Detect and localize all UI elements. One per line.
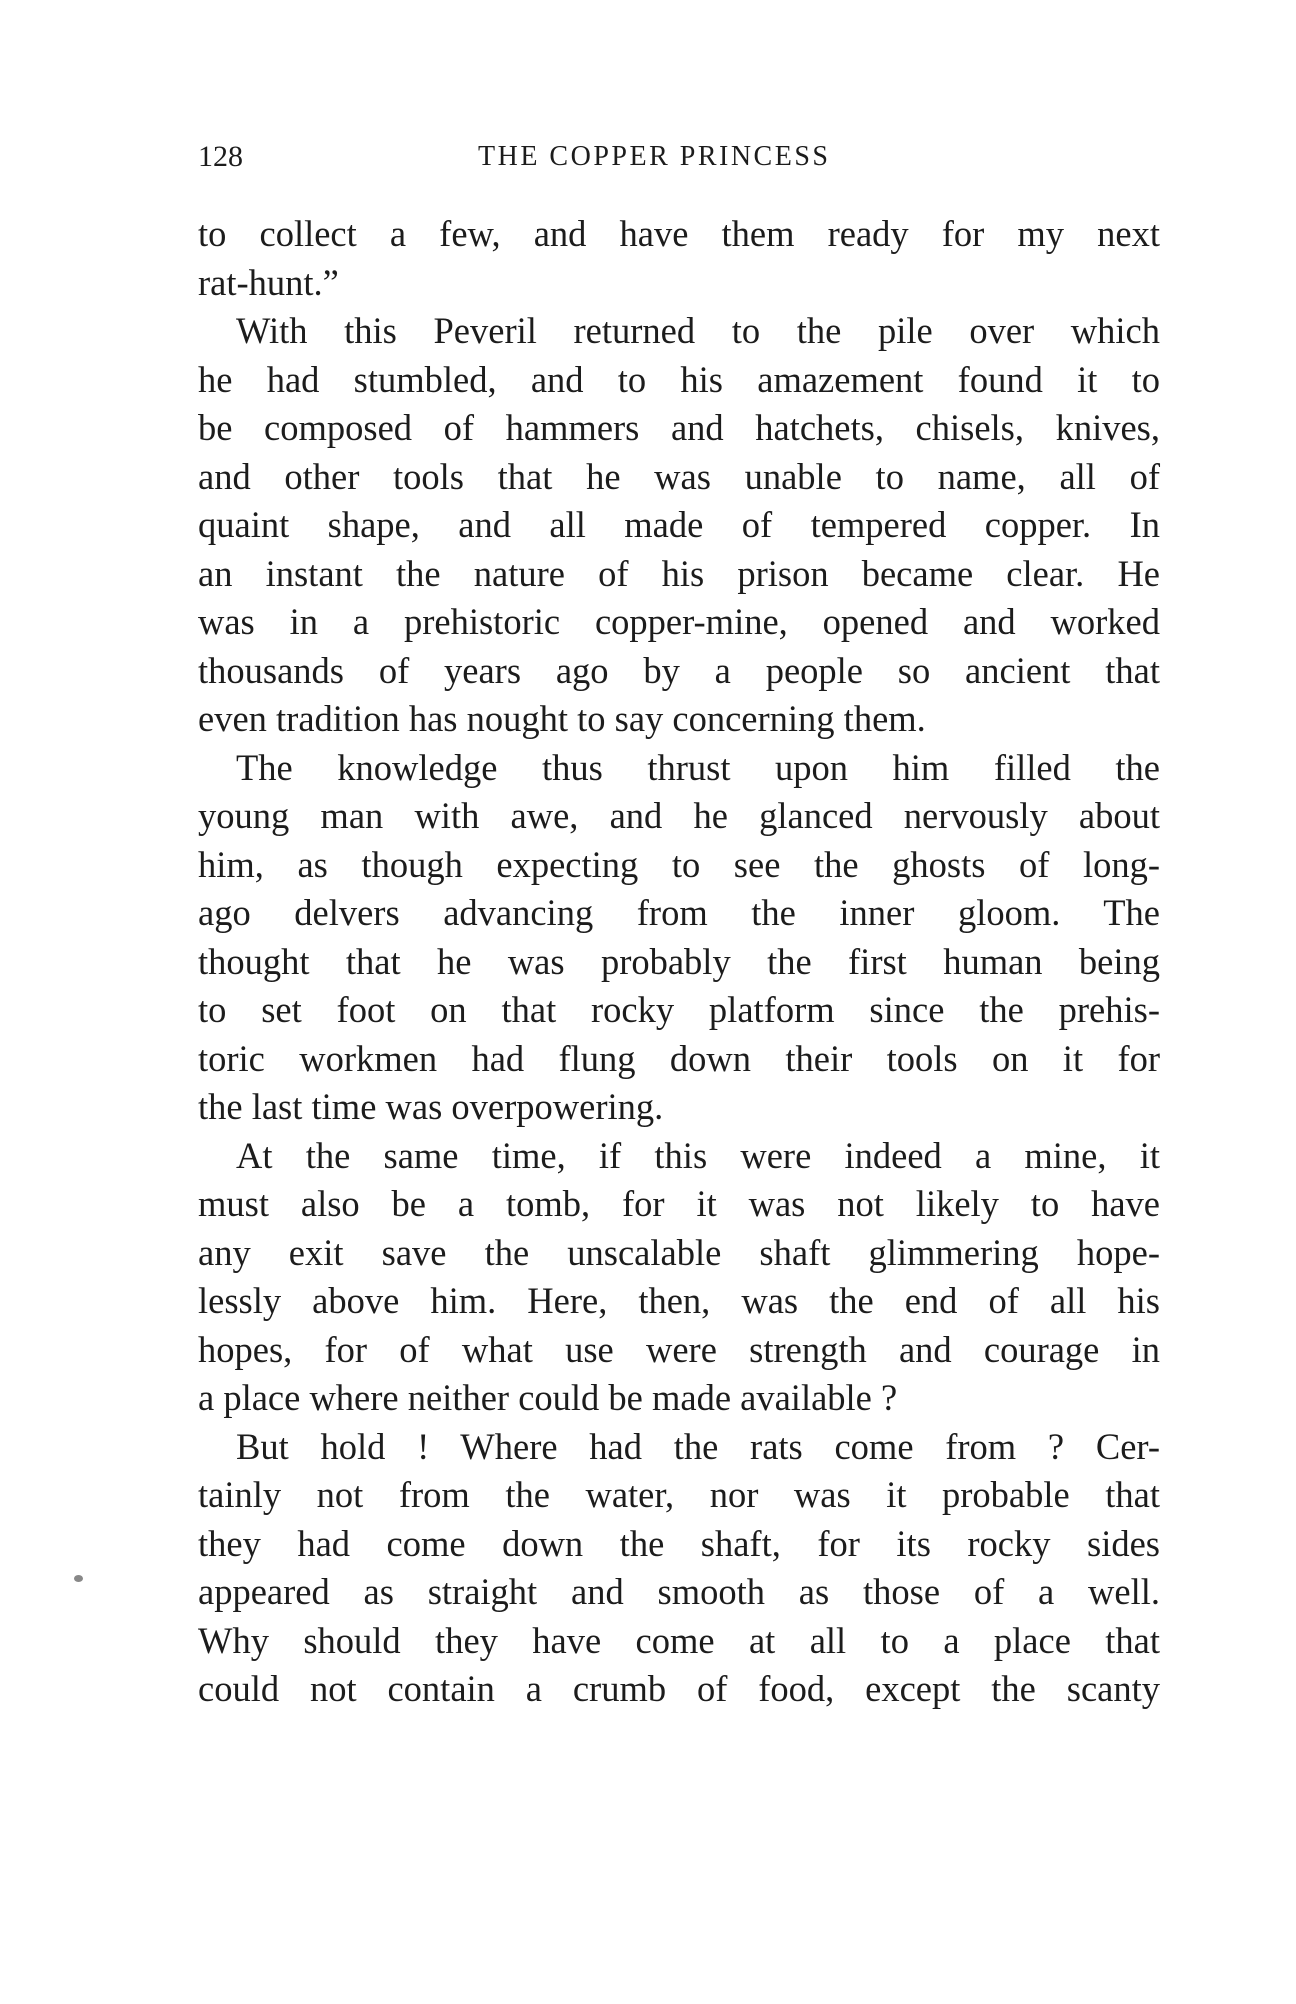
text-line: tainly not from the water, nor was it probable that xyxy=(198,1474,1160,1515)
text-line: But hold ! Where had the rats come from ? Cer- xyxy=(236,1425,1160,1467)
text-line: must also be a tomb, for it was not likely to have xyxy=(198,1183,1160,1224)
text-line: young man with awe, and he glanced nervously about xyxy=(198,795,1160,836)
text-line: he had stumbled, and to his amazement found it to xyxy=(198,358,1160,400)
text-line: could not contain a crumb of food, except the scanty xyxy=(198,1668,1160,1709)
text-line: ago delvers advancing from the inner gloom. The xyxy=(198,892,1160,933)
text-line: a place where neither could be made available ? xyxy=(198,1377,898,1418)
text-line: they had come down the shaft, for its rocky sides xyxy=(198,1522,1160,1564)
paper-speck xyxy=(74,1575,83,1582)
text-line: appeared as straight and smooth as those of a well. xyxy=(198,1571,1160,1612)
text-line: quaint shape, and all made of tempered copper. In xyxy=(198,504,1160,545)
text-line: the last time was overpowering. xyxy=(198,1086,664,1127)
text-line: With this Peveril returned to the pile over which xyxy=(236,310,1160,351)
body-text xyxy=(198,210,1160,1714)
text-line: any exit save the unscalable shaft glimmering hope- xyxy=(198,1231,1160,1273)
text-line: The knowledge thus thrust upon him filled the xyxy=(236,746,1160,788)
text-line: to collect a few, and have them ready for my next xyxy=(198,213,1160,254)
running-title: THE COPPER PRINCESS xyxy=(478,141,831,172)
text-line: hopes, for of what use were strength and courage in xyxy=(198,1328,1160,1370)
text-line: be composed of hammers and hatchets, chisels, knives, xyxy=(198,407,1160,448)
text-line: thought that he was probably the first human being xyxy=(198,940,1160,982)
text-line: toric workmen had flung down their tools on it for xyxy=(198,1037,1160,1079)
text-line: thousands of years ago by a people so ancient that xyxy=(198,649,1160,691)
text-line: to set foot on that rocky platform since the prehis- xyxy=(198,989,1160,1030)
text-line: was in a prehistoric copper-mine, opened and worked xyxy=(198,601,1160,642)
text-line: him, as though expecting to see the ghosts of long- xyxy=(198,843,1160,885)
text-line: Why should they have come at all to a place that xyxy=(198,1619,1160,1661)
text-line: rat-hunt.” xyxy=(198,261,339,303)
text-line: At the same time, if this were indeed a mine, it xyxy=(236,1134,1160,1176)
page-number: 128 xyxy=(198,140,243,173)
text-line: lessly above him. Here, then, was the end of all his xyxy=(198,1280,1160,1321)
text-line: and other tools that he was unable to name, all of xyxy=(198,455,1160,497)
text-line: an instant the nature of his prison became clear. He xyxy=(198,552,1160,594)
running-header xyxy=(198,137,1160,177)
text-line: even tradition has nought to say concerning them. xyxy=(198,698,926,739)
